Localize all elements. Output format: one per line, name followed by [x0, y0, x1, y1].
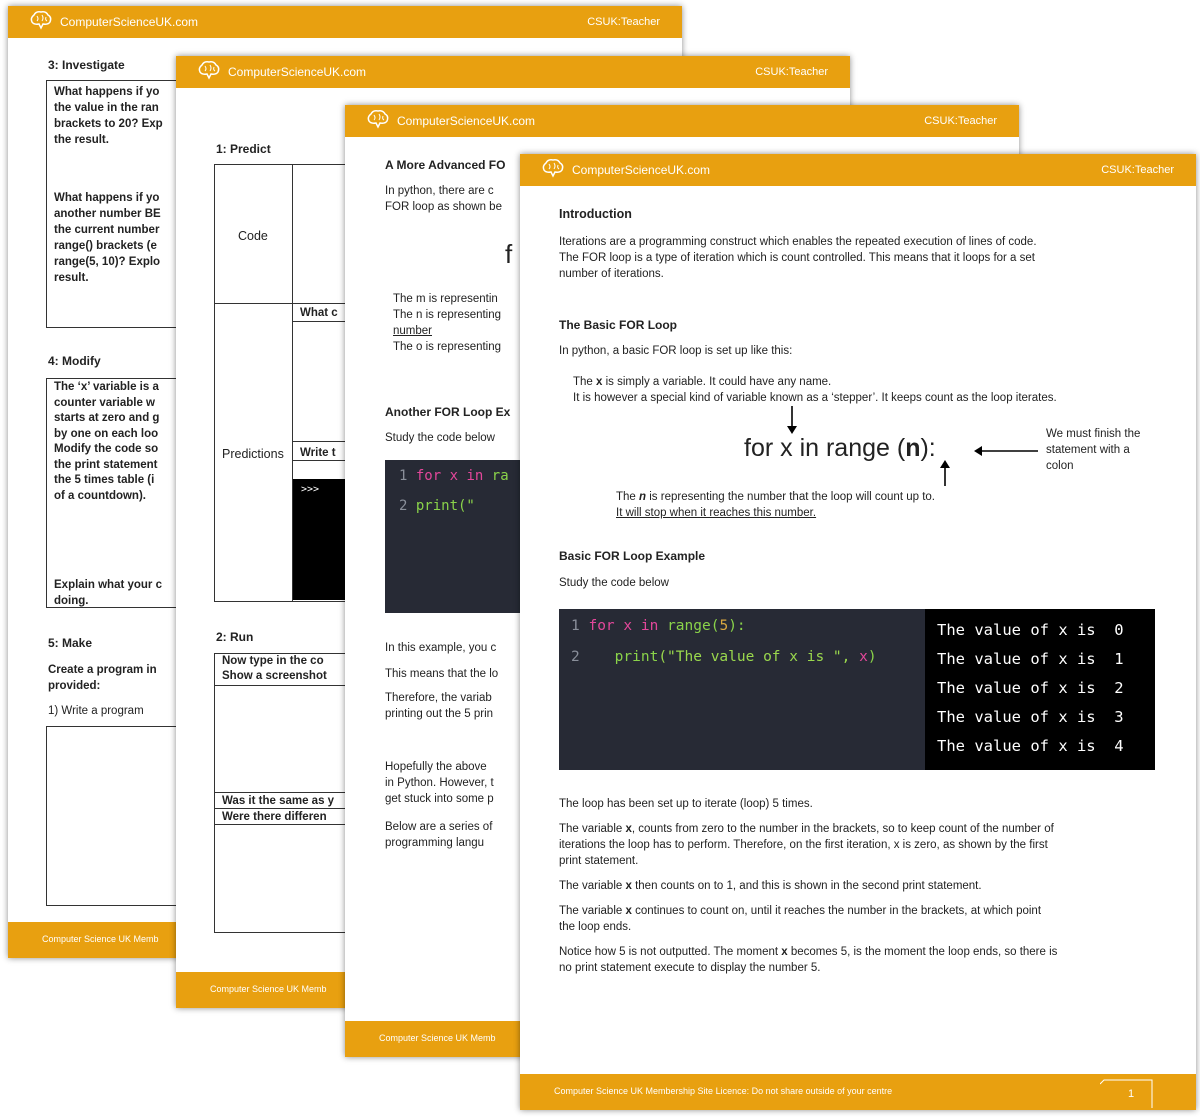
section-heading: Another FOR Loop Ex — [385, 405, 511, 419]
write-label: Write t — [300, 447, 336, 459]
run-instructions: Now type in the co Show a screenshot — [222, 655, 327, 682]
section-heading: 3: Investigate — [48, 58, 125, 72]
licence-text: Computer Science UK Membership Site Licence: Do not share outside of your centre — [554, 1086, 893, 1096]
section-heading: A More Advanced FO — [385, 158, 506, 172]
output-line: The value of x is 0 — [937, 621, 1124, 639]
section-heading: 1: Predict — [216, 142, 271, 156]
basic-text: In python, a basic FOR loop is set up like this: — [559, 345, 793, 357]
site-name: ComputerScienceUK.com — [228, 65, 367, 79]
what-label: What c — [300, 307, 338, 319]
site-name: ComputerScienceUK.com — [397, 114, 536, 128]
page-number: 1 — [1128, 1088, 1135, 1100]
role-label: CSUK:Teacher — [755, 66, 828, 78]
page-footer: Computer Science UK Memb — [8, 922, 682, 958]
for-loop-syntax: for x in range (n): — [744, 434, 936, 462]
code-line-2: 2 print("The value of x is ", x) — [571, 649, 877, 665]
brain-logo-icon — [365, 109, 391, 129]
output-line: The value of x is 4 — [937, 737, 1124, 755]
site-name: ComputerScienceUK.com — [572, 163, 711, 177]
code-editor — [559, 609, 925, 770]
page-header — [176, 56, 850, 91]
same-question: Was it the same as y — [222, 795, 335, 807]
example-heading: Basic FOR Loop Example — [559, 549, 706, 563]
explanation-paragraphs: The loop has been set up to iterate (loop) 5 times. The variable x, counts from zero to the number in the brackets, so to keep count of the number of iterations the loop has to perform. Therefore, on the first iteration, x is zero, as shown by the first print statement. The variable x then counts on to 1, and this is shown in the second print statement. The variable x continues to count on, until it reaches the number in the brackets, at which point the loop ends. Notice how 5 is not outputted. The moment x becomes 5, is the moment the loop ends, so there is no print statement execute to display the number 5. — [559, 798, 1058, 974]
section-heading: 5: Make — [48, 636, 93, 650]
role-label: CSUK:Teacher — [587, 16, 660, 28]
shell-prompt: >>> — [301, 484, 320, 495]
section-heading: 4: Modify — [48, 354, 101, 368]
page-header — [8, 6, 682, 41]
program-output — [925, 609, 1155, 770]
code-line-1: 1 for x in range(5): — [571, 618, 746, 634]
investigate-question-2: What happens if yo another number BE the current number range() brackets (e range(5, 10)? Explo result. — [54, 192, 161, 284]
intro-text: Iterations are a programming construct which enables the repeated execution of lines of code. The FOR loop is a type of iteration which is count controlled. This means that it loops for a set number of iterations. — [559, 236, 1037, 280]
predictions-label: Predictions — [222, 447, 284, 461]
means-text: This means that the lo — [385, 668, 499, 680]
code-label: Code — [238, 229, 268, 243]
output-line: The value of x is 3 — [937, 708, 1124, 726]
page-footer: Computer Science UK Memb — [176, 972, 850, 1008]
differences-question: Were there differen — [222, 811, 327, 823]
make-item: 1) Write a program — [48, 705, 144, 717]
param-explanations: The m is representin The n is representing number The o is representing — [393, 293, 502, 353]
section-heading: 2: Run — [216, 630, 254, 644]
therefore-text: Therefore, the variab printing out the 5 prin — [385, 692, 494, 720]
role-label: CSUK:Teacher — [1101, 164, 1174, 176]
example-text: In this example, you c — [385, 642, 497, 654]
worksheet-page-4 — [520, 154, 1196, 1110]
code-snippet: 1 for x in ra 2 print(" — [385, 460, 525, 613]
modify-explain: Explain what your c doing. — [54, 579, 162, 607]
n-explanation: The n is representing the number that the loop will count up to. It will stop when it reaches this number. — [616, 491, 935, 519]
study-text: Study the code below — [559, 577, 669, 589]
brain-logo-icon — [28, 10, 54, 30]
page-footer: Computer Science UK Memb — [345, 1021, 1019, 1057]
page-footer — [520, 1074, 1196, 1110]
investigate-question-1: What happens if yo the value in the ran brackets to 20? Exp the result. — [54, 86, 163, 146]
below-text: Below are a series of programming langu — [385, 821, 493, 849]
output-line: The value of x is 2 — [937, 679, 1124, 697]
modify-instructions: The ‘x’ variable is a counter variable w starts at zero and g by one on each loo Modify the code so the print statement the 5 times table (i of a countdown). — [54, 381, 160, 502]
output-line: The value of x is 1 — [937, 650, 1124, 668]
page-number-tab — [1100, 1078, 1196, 1110]
hope-text: Hopefully the above in Python. However, t get stuck into some p — [385, 761, 494, 805]
make-instructions: Create a program in provided: — [48, 664, 157, 692]
basic-heading: The Basic FOR Loop — [559, 318, 678, 332]
colon-note: We must finish the statement with a colon — [1046, 428, 1141, 472]
intro-heading: Introduction — [559, 207, 632, 221]
site-name: ComputerScienceUK.com — [60, 15, 199, 29]
role-label: CSUK:Teacher — [924, 115, 997, 127]
advanced-intro: In python, there are c FOR loop as shown be — [385, 185, 502, 213]
page-header — [345, 105, 1019, 140]
brain-logo-icon — [196, 60, 222, 80]
study-text: Study the code below — [385, 432, 495, 444]
syntax-fragment: f — [505, 239, 513, 269]
stepper-explanation: The x is simply a variable. It could have any name. It is however a special kind of variable known as a ‘stepper’. It keeps count as the loop iterates. — [573, 376, 1057, 404]
